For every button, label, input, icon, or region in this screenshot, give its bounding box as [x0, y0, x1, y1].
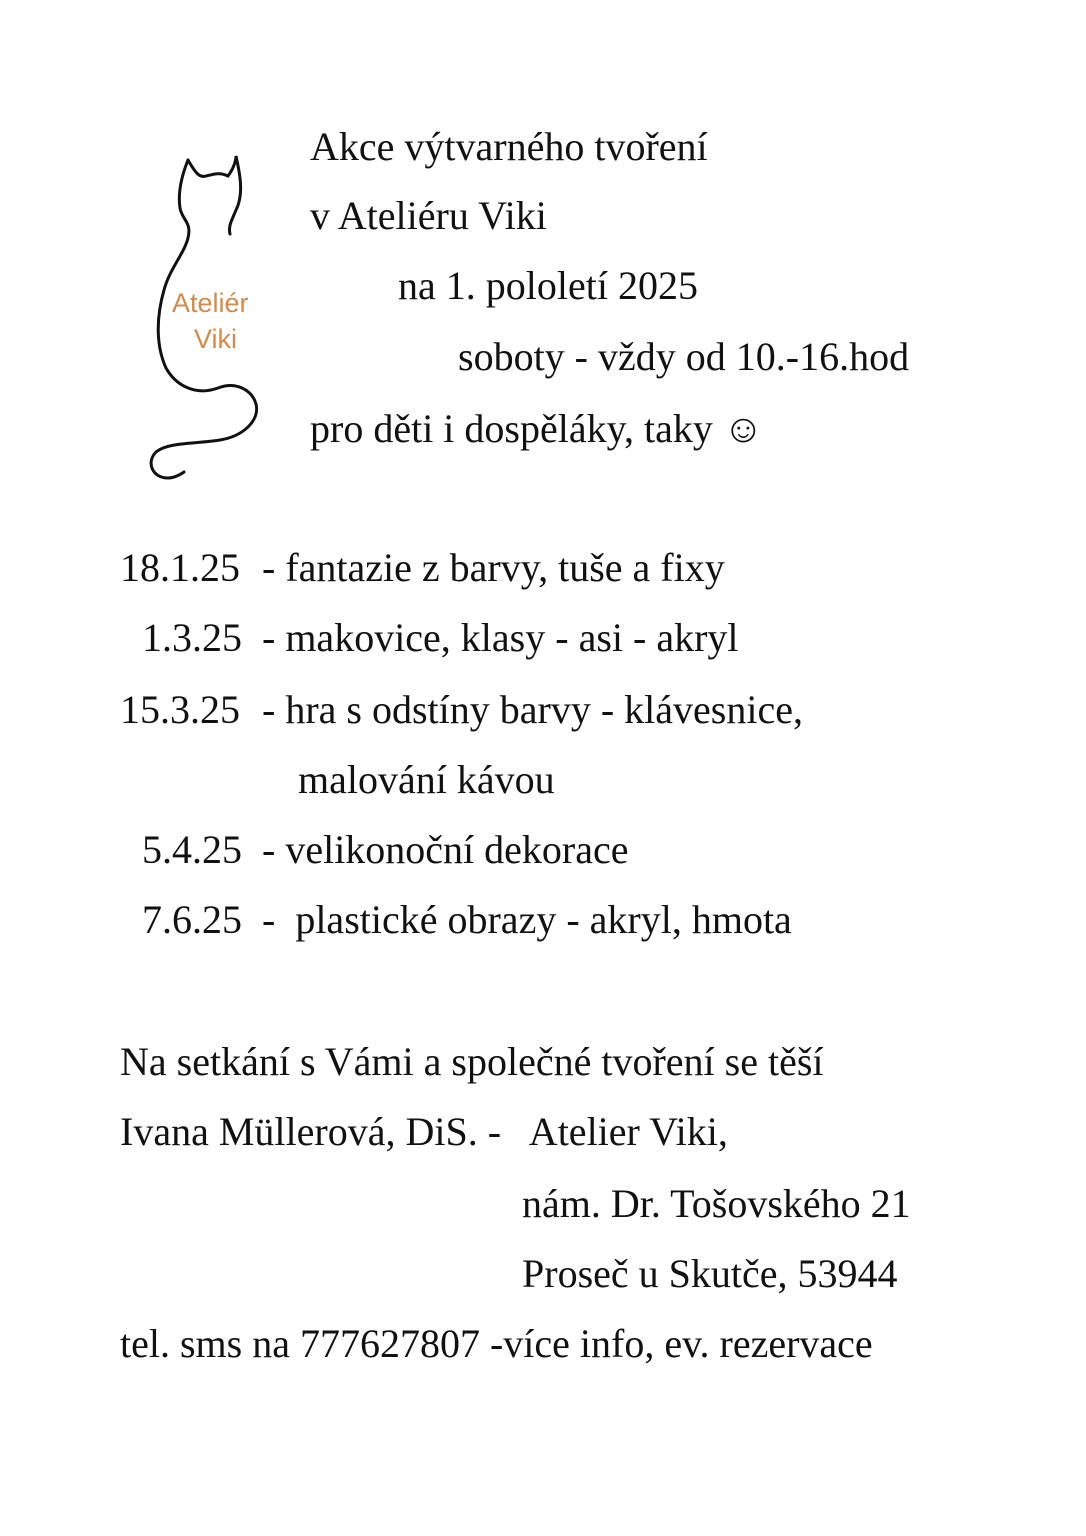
header-line-2: v Ateliéru Viki: [310, 193, 547, 238]
schedule-date: 1.3.25: [142, 615, 242, 660]
schedule-text: malování kávou: [298, 757, 555, 802]
schedule-text: - makovice, klasy - asi - akryl: [262, 615, 739, 660]
atelier-viki-logo: [140, 150, 280, 490]
footer-address-city: Proseč u Skutče, 53944: [522, 1251, 898, 1296]
logo-text-line1: Ateliér: [172, 288, 249, 318]
schedule-date: 7.6.25: [142, 897, 242, 942]
schedule-text: - fantazie z barvy, tuše a fixy: [262, 545, 725, 590]
schedule-text: - hra s odstíny barvy - klávesnice,: [262, 687, 803, 732]
cat-outline-icon: [140, 150, 280, 490]
schedule-date: 5.4.25: [142, 827, 242, 872]
schedule-date: 15.3.25: [120, 687, 240, 732]
footer-contact: tel. sms na 777627807 -více info, ev. rezervace: [120, 1321, 873, 1366]
header-line-4: soboty - vždy od 10.-16.hod: [458, 334, 910, 379]
footer-line-2: Ivana Müllerová, DiS. - Atelier Viki,: [120, 1109, 728, 1154]
schedule-text: - plastické obrazy - akryl, hmota: [262, 897, 792, 942]
footer-address-street: nám. Dr. Tošovského 21: [522, 1181, 911, 1226]
header-line-3: na 1. pololetí 2025: [398, 263, 698, 308]
schedule-date: 18.1.25: [120, 545, 240, 590]
logo-text-line2: Viki: [194, 324, 238, 354]
schedule-text: - velikonoční dekorace: [262, 827, 629, 872]
header-line-1: Akce výtvarného tvoření: [310, 124, 708, 169]
header-line-5: pro děti i dospěláky, taky ☺: [310, 406, 764, 451]
footer-line-1: Na setkání s Vámi a společné tvoření se těší: [120, 1039, 824, 1084]
